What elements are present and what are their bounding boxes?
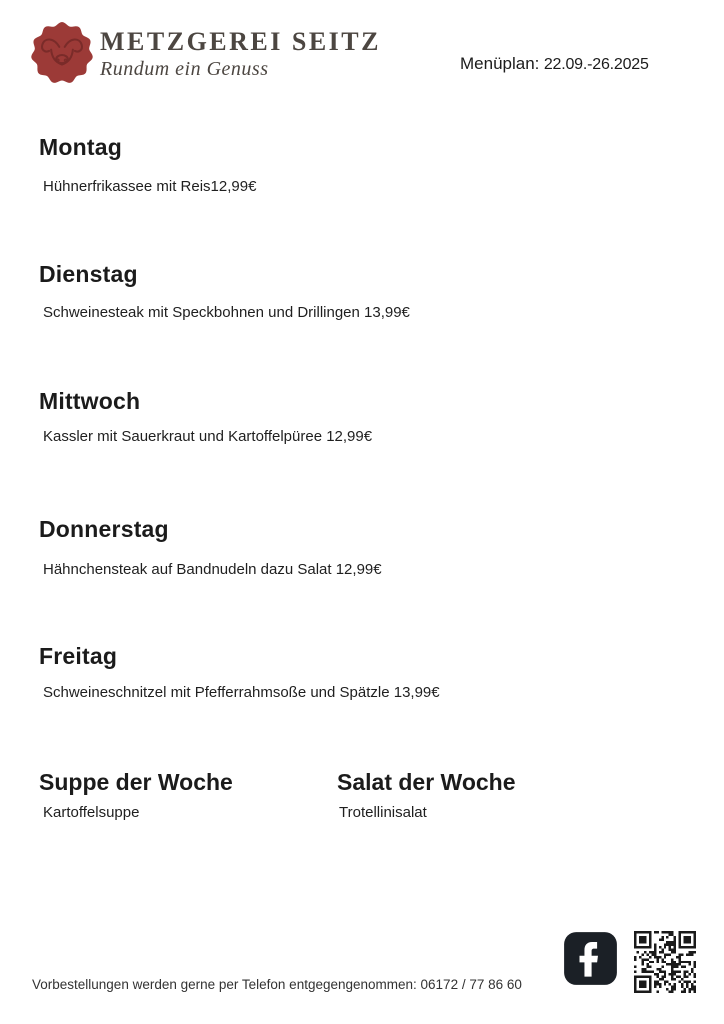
- brand-tagline: Rundum ein Genuss: [100, 58, 269, 80]
- dish-montag: Hühnerfrikassee mit Reis12,99€: [43, 178, 257, 195]
- brand-name: METZGEREI SEITZ: [100, 27, 381, 56]
- menu-plan-line: [460, 54, 649, 74]
- day-heading-donnerstag: Donnerstag: [39, 516, 169, 542]
- day-heading-montag: Montag: [39, 134, 122, 160]
- dish-mittwoch: Kassler mit Sauerkraut und Kartoffelpüree 12,99€: [43, 428, 373, 445]
- soup-of-week-title: Suppe der Woche: [39, 769, 233, 795]
- qr-code: [634, 931, 696, 993]
- menu-plan-label: Menüplan:: [460, 54, 540, 73]
- day-heading-mittwoch: Mittwoch: [39, 388, 141, 414]
- day-heading-freitag: Freitag: [39, 643, 118, 669]
- brand-block: [100, 29, 381, 81]
- menu-plan-dates: 22.09.-26.2025: [543, 56, 649, 73]
- salad-of-week-title: Salat der Woche: [337, 769, 516, 795]
- day-heading-dienstag: Dienstag: [39, 261, 138, 287]
- preorder-note: Vorbestellungen werden gerne per Telefon entgegengenommen: 06172 / 77 86 60: [32, 977, 522, 992]
- facebook-icon[interactable]: [563, 931, 618, 986]
- dish-dienstag: Schweinesteak mit Speckbohnen und Drillingen 13,99€: [43, 304, 410, 321]
- dish-donnerstag: Hähnchensteak auf Bandnudeln dazu Salat 12,99€: [43, 561, 382, 578]
- dish-freitag: Schweineschnitzel mit Pfefferrahmsoße und Spätzle 13,99€: [43, 684, 440, 701]
- soup-of-week-item: Kartoffelsuppe: [43, 804, 140, 821]
- butcher-seal-icon: [28, 18, 96, 88]
- salad-of-week-item: Trotellinisalat: [339, 804, 427, 821]
